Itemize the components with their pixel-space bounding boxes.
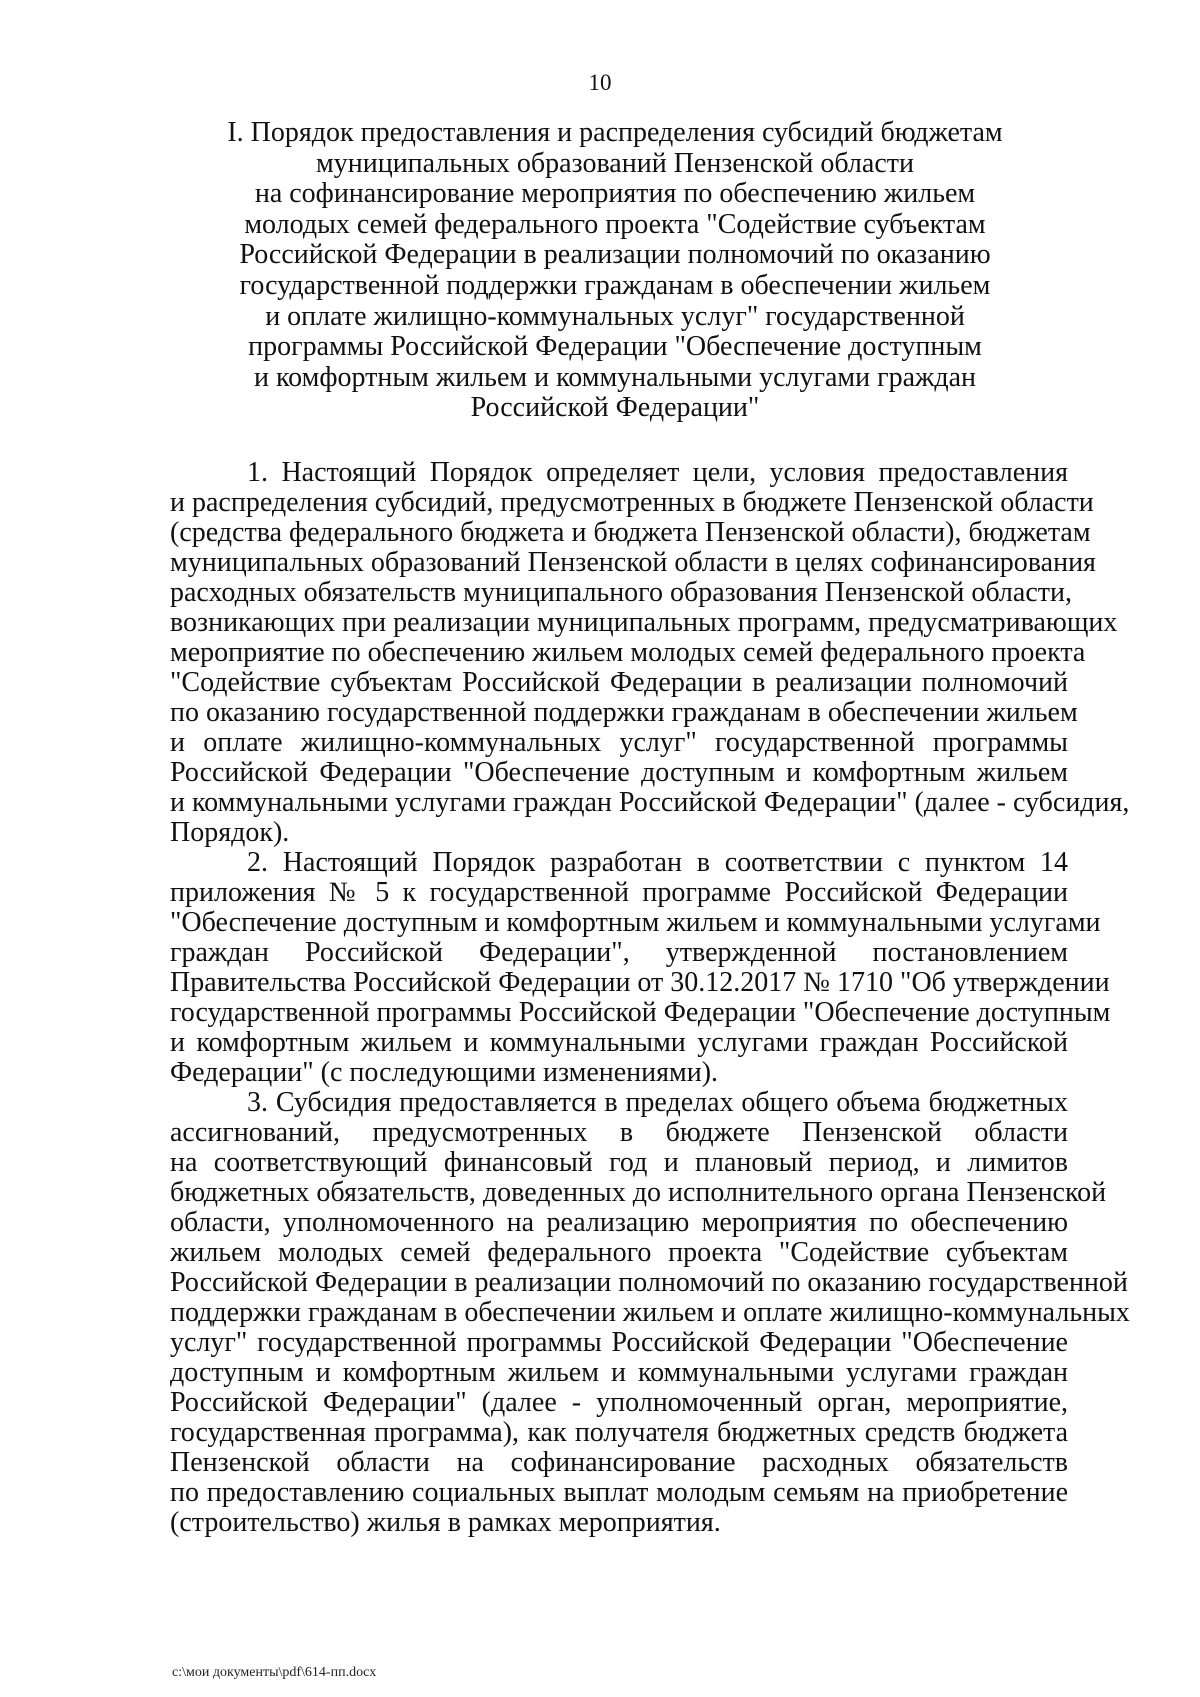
text-line: поддержки гражданам в обеспечении жильем и оплате жилищно-коммунальных: [170, 1297, 1130, 1328]
title-line: I. Порядок предоставления и распределения субсидий бюджетам: [227, 117, 1003, 148]
text-line: государственной программы Российской Федерации "Обеспечение доступным: [170, 997, 1111, 1028]
text-line: (средства федерального бюджета и бюджета Пензенской области), бюджетам: [170, 517, 1091, 548]
text-line: (строительство) жилья в рамках мероприятия.: [170, 1507, 721, 1538]
title-line: Российской Федерации в реализации полномочий по оказанию: [239, 239, 991, 271]
footer-file-path: c:\мои документы\pdf\614-пп.docx: [172, 1665, 377, 1680]
text-line: и распределения субсидий, предусмотренных в бюджете Пензенской области: [170, 487, 1094, 518]
text-line: по оказанию государственной поддержки гражданам в обеспечении жильем: [170, 697, 1078, 728]
text-line: доступным и комфортным жильем и коммунальными услугами граждан: [170, 1357, 1068, 1388]
title-line: молодых семей федерального проекта "Содействие субъектам: [244, 208, 986, 240]
title-line: государственной поддержки гражданам в обеспечении жильем: [239, 269, 991, 301]
text-line: граждан Российской Федерации", утвержденной постановлением: [170, 937, 1068, 968]
paragraph-1: [170, 457, 1130, 848]
text-line: Порядок).: [170, 817, 290, 848]
text-line: Пензенской области на софинансирование расходных обязательств: [170, 1447, 1068, 1478]
text-line: расходных обязательств муниципального образования Пензенской области,: [170, 577, 1072, 608]
text-line: Правительства Российской Федерации от 30.12.2017 № 1710 "Об утверждении: [170, 967, 1110, 998]
section-title: [170, 118, 1060, 424]
text-line: и комфортным жильем и коммунальными услугами граждан Российской: [170, 1027, 1068, 1058]
text-line: и оплате жилищно-коммунальных услуг" государственной программы: [170, 727, 1068, 758]
text-line: 3. Субсидия предоставляется в пределах общего объема бюджетных: [247, 1087, 1068, 1118]
text-line: "Содействие субъектам Российской Федерации в реализации полномочий: [170, 667, 1068, 698]
title-line: и комфортным жильем и коммунальными услугами граждан: [254, 361, 976, 393]
title-line: на софинансирование мероприятия по обеспечению жильем: [254, 178, 976, 210]
title-line: Российской Федерации": [470, 392, 760, 424]
title-line: программы Российской Федерации "Обеспечение доступным: [248, 331, 982, 363]
text-line: государственная программа), как получателя бюджетных средств бюджета: [170, 1417, 1068, 1448]
paragraph-2: [170, 847, 1111, 1088]
text-line: на соответствующий финансовый год и плановый период, и лимитов: [170, 1147, 1068, 1178]
text-line: области, уполномоченного на реализацию мероприятия по обеспечению: [170, 1207, 1068, 1238]
title-line: муниципальных образований Пензенской области: [316, 147, 914, 179]
text-line: приложения № 5 к государственной программе Российской Федерации: [170, 877, 1068, 908]
text-line: бюджетных обязательств, доведенных до исполнительного органа Пензенской: [170, 1177, 1107, 1208]
text-line: "Обеспечение доступным и комфортным жильем и коммунальными услугами: [170, 907, 1101, 938]
text-line: и коммунальными услугами граждан Российской Федерации" (далее - субсидия,: [170, 787, 1130, 818]
text-line: Российской Федерации в реализации полномочий по оказанию государственной: [170, 1267, 1128, 1298]
text-line: 2. Настоящий Порядок разработан в соответствии с пунктом 14: [247, 847, 1068, 878]
text-line: муниципальных образований Пензенской области в целях софинансирования: [170, 547, 1096, 578]
text-line: по предоставлению социальных выплат молодым семьям на приобретение: [170, 1477, 1068, 1508]
title-line: и оплате жилищно-коммунальных услуг" государственной: [265, 300, 965, 332]
text-line: возникающих при реализации муниципальных программ, предусматривающих: [170, 607, 1118, 638]
text-line: ассигнований, предусмотренных в бюджете Пензенской области: [170, 1117, 1068, 1148]
text-line: Российской Федерации" (далее - уполномоченный орган, мероприятие,: [170, 1387, 1068, 1418]
text-line: услуг" государственной программы Российской Федерации "Обеспечение: [170, 1327, 1068, 1358]
text-line: Федерации" (с последующими изменениями).: [170, 1057, 719, 1088]
text-line: Российской Федерации "Обеспечение доступным и комфортным жильем: [170, 757, 1068, 788]
text-line: жильем молодых семей федерального проекта "Содействие субъектам: [170, 1237, 1068, 1268]
document-body: [170, 457, 1130, 1538]
text-line: мероприятие по обеспечению жильем молодых семей федерального проекта: [170, 637, 1086, 668]
text-line: 1. Настоящий Порядок определяет цели, условия предоставления: [247, 457, 1068, 488]
page-number: 10: [588, 70, 612, 95]
paragraph-3: [170, 1087, 1130, 1538]
